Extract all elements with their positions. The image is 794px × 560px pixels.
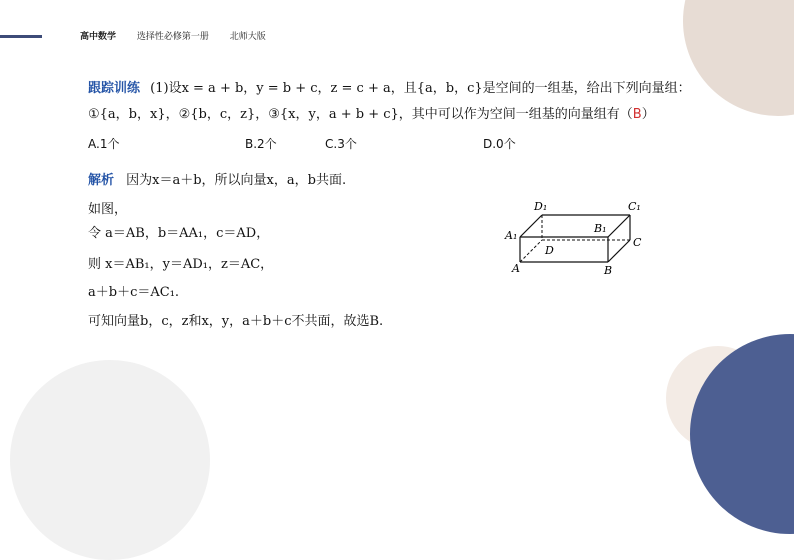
decor-circle-top-right bbox=[683, 0, 794, 116]
header-book: 选择性必修第一册 bbox=[136, 32, 209, 42]
problem-tag: 跟踪训练 bbox=[88, 81, 141, 96]
problem-text-2-end: ） bbox=[641, 107, 655, 122]
edge-b-c bbox=[608, 240, 630, 262]
edge-a-d-hidden bbox=[520, 240, 542, 262]
solution-line-4: 则 x＝AB₁，y＝AD₁，z＝AC， bbox=[88, 257, 274, 272]
header-edition: 北师大版 bbox=[229, 32, 266, 42]
label-d: D bbox=[545, 244, 554, 257]
solution-line-6: 可知向量b，c，z和x，y，a＋b＋c不共面，故选B. bbox=[88, 314, 384, 329]
header-subject: 高中数学 bbox=[80, 32, 117, 42]
label-c1: C₁ bbox=[628, 200, 641, 213]
label-a: A bbox=[512, 262, 520, 275]
solution-tag: 解析 bbox=[88, 173, 115, 188]
header bbox=[80, 29, 284, 42]
answer-mark: B bbox=[632, 107, 642, 122]
label-a1: A₁ bbox=[505, 229, 518, 242]
option-c: C.3个 bbox=[325, 137, 357, 151]
decor-circle-bottom-left bbox=[10, 360, 210, 560]
option-b: B.2个 bbox=[245, 137, 277, 151]
option-d: D.0个 bbox=[483, 137, 516, 151]
option-a: A.1个 bbox=[88, 137, 120, 151]
header-accent-bar bbox=[0, 35, 42, 38]
problem-line-2 bbox=[88, 107, 655, 123]
solution-text-1: 因为x＝a＋b，所以向量x，a，b共面. bbox=[126, 173, 347, 188]
cuboid-figure bbox=[500, 196, 650, 280]
label-b1: B₁ bbox=[594, 222, 607, 235]
edge-a1-d1 bbox=[520, 215, 542, 237]
label-c: C bbox=[633, 236, 642, 249]
problem-line-1 bbox=[88, 81, 691, 97]
solution-line-3: 令 a＝AB，b＝AA₁，c＝AD， bbox=[88, 226, 270, 241]
edge-b1-c1 bbox=[608, 215, 630, 237]
solution-line-5: a＋b＋c＝AC₁. bbox=[88, 285, 180, 300]
label-d1: D₁ bbox=[534, 200, 548, 213]
problem-text-1: (1)设x = a + b，y = b + c，z = c + a，且{a，b，c}是空间的一组基，给出下列向量组： bbox=[150, 81, 691, 96]
label-b: B bbox=[604, 264, 613, 277]
problem-text-2: ①{a，b，x}，②{b，c，z}，③{x，y，a + b + c}，其中可以作为空间一组基的向量组有（ bbox=[88, 107, 633, 122]
solution-line-1 bbox=[88, 173, 346, 189]
solution-line-2: 如图， bbox=[88, 202, 128, 217]
